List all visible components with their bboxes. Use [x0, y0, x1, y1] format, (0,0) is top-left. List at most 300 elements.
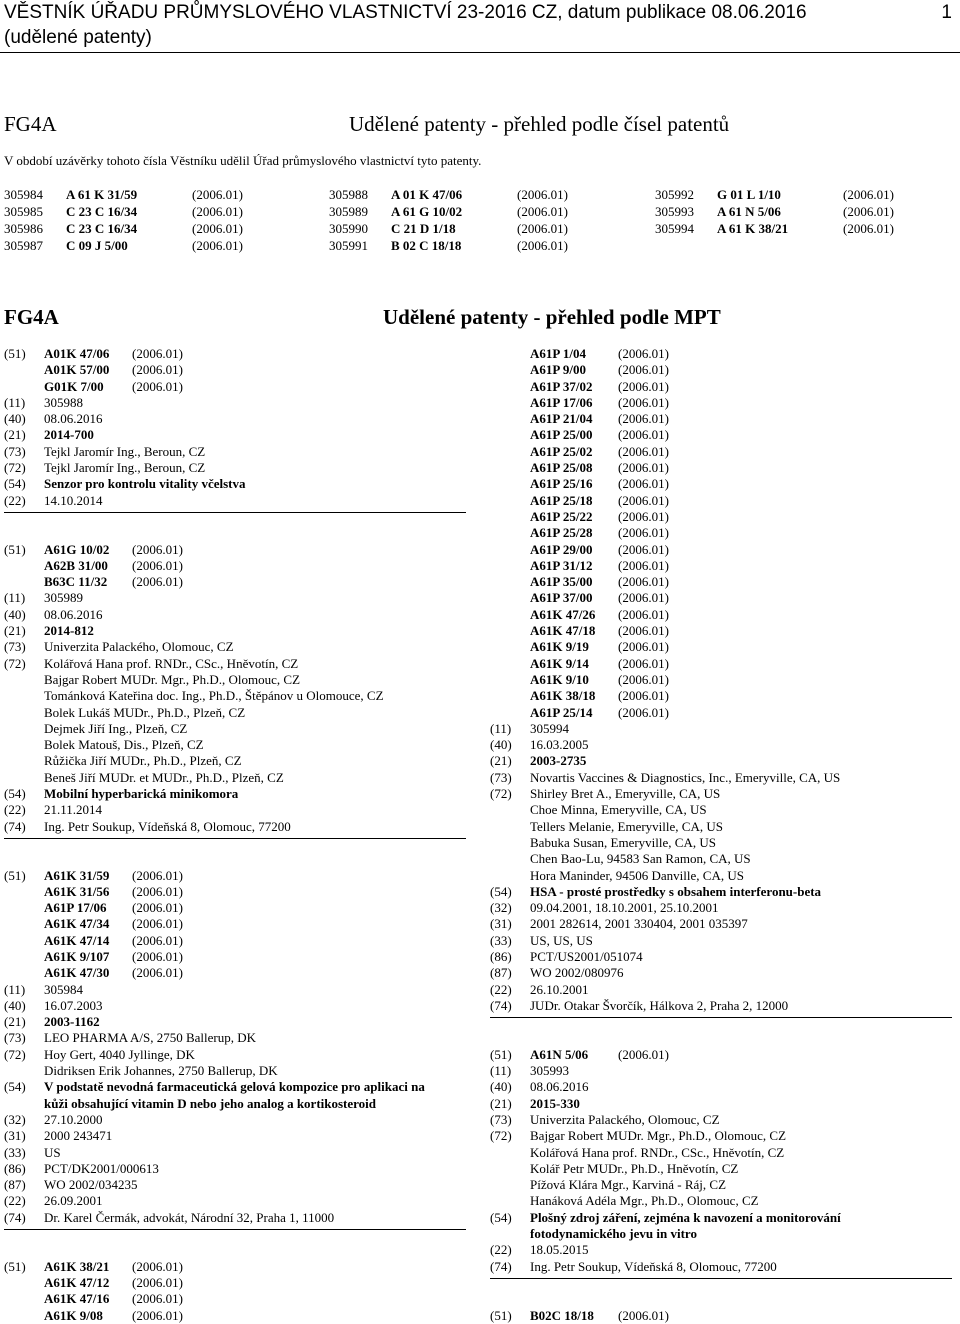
- patent-number: 305990: [329, 221, 368, 236]
- class-version: (2006.01): [132, 346, 183, 361]
- class-code: A61K 47/26: [530, 606, 596, 622]
- patent-number: 305985: [4, 204, 43, 219]
- record-line: [490, 444, 960, 460]
- record-line: [4, 998, 474, 1014]
- class-code: A61P 25/08: [530, 460, 593, 476]
- class-code: A61K 47/18: [530, 623, 596, 639]
- class-code: C 21 D 1/18: [391, 221, 456, 236]
- record-separator: [490, 1014, 960, 1030]
- record-line: [490, 639, 960, 655]
- record-line: [4, 476, 474, 492]
- record-line: [4, 1161, 474, 1177]
- inid-code: (11): [4, 590, 26, 606]
- class-code: A61P 1/04: [530, 346, 586, 361]
- patent-number: 305984: [4, 187, 43, 202]
- inid-code: (74): [4, 1209, 26, 1225]
- record-line: [4, 900, 474, 916]
- record-value: 2014-812: [44, 623, 94, 639]
- inid-code: (22): [490, 1242, 512, 1258]
- class-version: (2006.01): [618, 574, 669, 590]
- record-line: [490, 916, 960, 932]
- inid-code: (51): [4, 867, 26, 883]
- class-code: A61K 38/21: [44, 1258, 110, 1274]
- record-line: [4, 753, 474, 769]
- inid-code: (22): [490, 981, 512, 997]
- class-version: (2006.01): [618, 590, 669, 606]
- class-version: (2006.01): [618, 541, 669, 557]
- record-line: [4, 1112, 474, 1128]
- record-line: [4, 1275, 474, 1291]
- record-line: [4, 868, 474, 884]
- record-line: [490, 542, 960, 558]
- class-version: (2006.01): [618, 655, 669, 671]
- record-line: [490, 493, 960, 509]
- class-code: A61K 47/16: [44, 1291, 110, 1307]
- patent-number: 305988: [329, 187, 368, 202]
- class-code: A61K 47/34: [44, 916, 110, 932]
- record-line: [490, 753, 960, 769]
- record-line: [4, 1291, 474, 1307]
- class-version: (2006.01): [618, 378, 669, 394]
- record-line: [4, 1308, 474, 1324]
- patent-number: 305993: [655, 204, 694, 219]
- record-value: Pížová Klára Mgr., Karviná - Ráj, CZ: [530, 1177, 727, 1193]
- class-code: A 61 K 38/21: [717, 221, 789, 236]
- class-version: (2006.01): [618, 427, 669, 443]
- patent-index-row: [655, 203, 894, 220]
- inid-code: (72): [4, 655, 26, 671]
- record-separator: [4, 1226, 474, 1242]
- class-version: (2006.01): [618, 623, 669, 639]
- record-line: [490, 460, 960, 476]
- class-version: (2006.01): [192, 238, 243, 253]
- record-line: [490, 1145, 960, 1161]
- record-line: [490, 1226, 960, 1242]
- class-code: A 61 N 5/06: [717, 204, 781, 219]
- patent-index-row: [4, 237, 243, 254]
- class-version: (2006.01): [618, 525, 669, 541]
- record-value: 305994: [530, 720, 569, 736]
- class-code: A61K 47/14: [44, 932, 110, 948]
- record-line: [4, 786, 474, 802]
- class-code: B 02 C 18/18: [391, 238, 462, 253]
- class-version: (2006.01): [132, 574, 183, 590]
- header-divider: [0, 52, 960, 53]
- record-line: [4, 1047, 474, 1063]
- class-code: A61N 5/06: [530, 1046, 589, 1062]
- patent-number: 305994: [655, 221, 694, 236]
- inid-code: (87): [4, 1177, 26, 1193]
- record-line: [490, 607, 960, 623]
- record-separator: [4, 509, 474, 525]
- record-value: WO 2002/080976: [530, 965, 624, 981]
- class-code: A61K 9/14: [530, 655, 589, 671]
- record-value: Kolářová Hana prof. RNDr., CSc., Hněvotín, CZ: [44, 655, 299, 671]
- inid-code: (51): [490, 1046, 512, 1062]
- class-code: A61P 17/06: [44, 900, 107, 916]
- class-code: A61P 25/22: [530, 508, 593, 524]
- record-value: 27.10.2000: [44, 1111, 103, 1127]
- record-line: [490, 1308, 960, 1324]
- class-version: (2006.01): [618, 639, 669, 655]
- class-code: B02C 18/18: [530, 1307, 594, 1323]
- record-value: 2001 282614, 2001 330404, 2001 035397: [530, 916, 748, 932]
- section-title: Udělené patenty - přehled podle MPT: [383, 305, 721, 329]
- record-value: Novartis Vaccines & Diagnostics, Inc., Emeryville, CA, US: [530, 769, 841, 785]
- record-line: [490, 1112, 960, 1128]
- class-version: (2006.01): [132, 916, 183, 932]
- class-code: A61P 35/00: [530, 574, 593, 590]
- record-value: 2000 243471: [44, 1128, 113, 1144]
- record-line: [4, 1193, 474, 1209]
- record-value: Shirley Bret A., Emeryville, CA, US: [530, 786, 721, 802]
- inid-code: (73): [490, 1111, 512, 1127]
- inid-code: (86): [490, 948, 512, 964]
- class-version: (2006.01): [618, 671, 669, 687]
- inid-code: (22): [4, 802, 26, 818]
- class-code: B63C 11/32: [44, 574, 108, 590]
- record-value: 21.11.2014: [44, 802, 103, 818]
- record-line: [4, 656, 474, 672]
- record-value: Univerzita Palackého, Olomouc, CZ: [44, 639, 234, 655]
- inid-code: (54): [4, 1079, 26, 1095]
- class-code: A01K 47/06: [44, 346, 110, 361]
- class-version: (2006.01): [843, 221, 894, 236]
- record-value: WO 2002/034235: [44, 1177, 138, 1193]
- record-value: Ing. Petr Soukup, Vídeňská 8, Olomouc, 77200: [44, 818, 291, 834]
- record-line: [490, 1079, 960, 1095]
- class-version: (2006.01): [618, 557, 669, 573]
- record-gap: [4, 851, 474, 867]
- record-line: [490, 379, 960, 395]
- record-value: 305984: [44, 981, 83, 997]
- inid-code: (51): [4, 346, 26, 361]
- record-line: [490, 868, 960, 884]
- record-value: Beneš Jiří MUDr. et MUDr., Ph.D., Plzeň, CZ: [44, 769, 284, 785]
- record-line: [4, 916, 474, 932]
- patent-number: 305989: [329, 204, 368, 219]
- record-line: [4, 705, 474, 721]
- record-line: [4, 1079, 474, 1095]
- record-line: [4, 721, 474, 737]
- record-value: Bolek Lukáš MUDr., Ph.D., Plzeň, CZ: [44, 704, 246, 720]
- class-version: (2006.01): [618, 460, 669, 476]
- class-code: A61K 31/56: [44, 883, 110, 899]
- record-line: [4, 1177, 474, 1193]
- page-number: 1: [941, 2, 952, 23]
- record-line: [490, 590, 960, 606]
- class-version: (2006.01): [132, 1291, 183, 1307]
- class-code: C 23 C 16/34: [66, 221, 138, 236]
- inid-code: (73): [4, 639, 26, 655]
- record-line: [4, 411, 474, 427]
- class-code: A61P 25/16: [530, 476, 593, 492]
- inid-code: (74): [490, 1258, 512, 1274]
- class-version: (2006.01): [517, 187, 568, 202]
- record-line: [490, 362, 960, 378]
- record-line: [490, 1259, 960, 1275]
- inid-code: (21): [4, 1014, 26, 1030]
- inid-code: (31): [490, 916, 512, 932]
- record-line: [490, 982, 960, 998]
- record-line: [4, 819, 474, 835]
- patent-index-row: [329, 186, 568, 203]
- section-code: FG4A: [4, 305, 59, 329]
- record-value: Bolek Matouš, Dis., Plzeň, CZ: [44, 737, 204, 753]
- record-line: [490, 1047, 960, 1063]
- patent-index-column: [329, 186, 568, 254]
- class-code: A61P 25/14: [530, 704, 593, 720]
- class-code: A61K 9/107: [44, 948, 110, 964]
- record-line: [4, 607, 474, 623]
- record-value: JUDr. Otakar Švorčík, Hálkova 2, Praha 2, 12000: [530, 997, 789, 1013]
- record-line: [490, 786, 960, 802]
- class-version: (2006.01): [132, 1274, 183, 1290]
- record-line: [4, 949, 474, 965]
- page-header: [4, 0, 954, 50]
- record-line: [4, 379, 474, 395]
- record-line: [4, 1096, 474, 1112]
- class-version: (2006.01): [618, 394, 669, 410]
- record-value: US: [44, 1144, 61, 1160]
- class-version: (2006.01): [618, 411, 669, 427]
- record-value: PCT/US2001/051074: [530, 948, 643, 964]
- record-line: [490, 476, 960, 492]
- record-value: 305989: [44, 590, 83, 606]
- patent-index-row: [4, 203, 243, 220]
- record-line: [490, 1063, 960, 1079]
- record-value: PCT/DK2001/000613: [44, 1160, 159, 1176]
- record-line: [4, 1210, 474, 1226]
- record-line: [4, 965, 474, 981]
- record-value: Plošný zdroj záření, zejména k navození a monitorování: [530, 1209, 841, 1225]
- record-value: fotodynamického jevu in vitro: [530, 1226, 697, 1242]
- inid-code: (22): [4, 1193, 26, 1209]
- record-line: [4, 427, 474, 443]
- record-line: [490, 623, 960, 639]
- record-line: [490, 1210, 960, 1226]
- class-version: (2006.01): [132, 1307, 183, 1323]
- class-code: G01K 7/00: [44, 378, 104, 394]
- class-version: (2006.01): [843, 187, 894, 202]
- record-value: Senzor pro kontrolu vitality včelstva: [44, 476, 246, 492]
- record-value: 26.10.2001: [530, 981, 589, 997]
- record-line: [490, 672, 960, 688]
- record-value: Tejkl Jaromír Ing., Beroun, CZ: [44, 443, 206, 459]
- class-code: A61P 25/28: [530, 525, 593, 541]
- class-version: (2006.01): [132, 867, 183, 883]
- record-separator: [4, 835, 474, 851]
- record-gap: [4, 1242, 474, 1258]
- record-value: 08.06.2016: [530, 1079, 589, 1095]
- class-version: (2006.01): [618, 1307, 669, 1323]
- record-line: [4, 623, 474, 639]
- class-code: A61P 25/00: [530, 427, 593, 443]
- class-code: A61P 25/02: [530, 443, 593, 459]
- record-line: [490, 1128, 960, 1144]
- inid-code: (54): [4, 786, 26, 802]
- inid-code: (11): [4, 394, 26, 410]
- patent-index-row: [329, 237, 568, 254]
- inid-code: (32): [4, 1111, 26, 1127]
- record-line: [4, 1030, 474, 1046]
- class-version: (2006.01): [517, 221, 568, 236]
- record-line: [4, 933, 474, 949]
- inid-code: (33): [490, 932, 512, 948]
- class-version: (2006.01): [132, 1258, 183, 1274]
- inid-code: (40): [490, 1079, 512, 1095]
- record-line: [4, 884, 474, 900]
- record-line: [490, 574, 960, 590]
- record-line: [4, 1145, 474, 1161]
- class-version: (2006.01): [192, 221, 243, 236]
- record-line: [490, 427, 960, 443]
- inid-code: (21): [4, 427, 26, 443]
- record-value: 08.06.2016: [44, 411, 103, 427]
- patent-number: 305991: [329, 238, 368, 253]
- class-code: A61P 9/00: [530, 362, 586, 378]
- inid-code: (54): [490, 1209, 512, 1225]
- class-code: A61P 29/00: [530, 541, 593, 557]
- section-title: Udělené patenty - přehled podle čísel patentů: [349, 112, 730, 136]
- record-line: [4, 1063, 474, 1079]
- inid-code: (33): [4, 1144, 26, 1160]
- record-line: [4, 460, 474, 476]
- record-value: 2015-330: [530, 1095, 580, 1111]
- record-line: [490, 509, 960, 525]
- inid-code: (72): [4, 460, 26, 476]
- record-gap: [490, 1030, 960, 1046]
- inid-code: (87): [490, 965, 512, 981]
- record-line: [490, 949, 960, 965]
- record-gap: [4, 525, 474, 541]
- record-line: [4, 395, 474, 411]
- class-code: A61K 38/18: [530, 688, 596, 704]
- record-line: [490, 770, 960, 786]
- inid-code: (32): [490, 900, 512, 916]
- inid-code: (40): [4, 606, 26, 622]
- inid-code: (51): [4, 541, 26, 557]
- class-code: A61P 25/18: [530, 492, 593, 508]
- class-version: (2006.01): [132, 557, 183, 573]
- class-version: (2006.01): [618, 1046, 669, 1062]
- class-code: C 09 J 5/00: [66, 238, 128, 253]
- class-code: A61K 47/12: [44, 1274, 110, 1290]
- record-value: Hoy Gert, 4040 Jyllinge, DK: [44, 1046, 195, 1062]
- inid-code: (40): [4, 411, 26, 427]
- record-line: [490, 835, 960, 851]
- inid-code: (73): [4, 1030, 26, 1046]
- class-version: (2006.01): [132, 932, 183, 948]
- class-version: (2006.01): [618, 606, 669, 622]
- record-value: Didriksen Erik Johannes, 2750 Ballerup, DK: [44, 1063, 278, 1079]
- patent-index-row: [4, 220, 243, 237]
- class-code: A61P 21/04: [530, 411, 593, 427]
- class-version: (2006.01): [618, 704, 669, 720]
- patent-index-row: [655, 186, 894, 203]
- class-version: (2006.01): [132, 883, 183, 899]
- class-version: (2006.01): [618, 688, 669, 704]
- record-value: Ing. Petr Soukup, Vídeňská 8, Olomouc, 77200: [530, 1258, 777, 1274]
- inid-code: (54): [490, 883, 512, 899]
- class-code: A61K 47/30: [44, 965, 110, 981]
- record-line: [4, 1259, 474, 1275]
- class-code: A61K 31/59: [44, 867, 110, 883]
- patent-number: 305986: [4, 221, 43, 236]
- class-version: (2006.01): [618, 476, 669, 492]
- class-code: A 61 K 31/59: [66, 187, 138, 202]
- record-line: [490, 819, 960, 835]
- inid-code: (54): [4, 476, 26, 492]
- inid-code: (11): [4, 981, 26, 997]
- record-value: Univerzita Palackého, Olomouc, CZ: [530, 1111, 720, 1127]
- class-version: (2006.01): [132, 900, 183, 916]
- record-line: [490, 884, 960, 900]
- record-line: [4, 493, 474, 509]
- record-value: V podstatě nevodná farmaceutická gelová kompozice pro aplikaci na: [44, 1079, 425, 1095]
- record-value: Bajgar Robert MUDr. Mgr., Ph.D., Olomouc, CZ: [44, 671, 301, 687]
- record-line: [490, 525, 960, 541]
- class-code: A01K 57/00: [44, 362, 110, 378]
- record-value: Hanáková Adéla Mgr., Ph.D., Olomouc, CZ: [530, 1193, 759, 1209]
- record-line: [4, 802, 474, 818]
- record-value: 2003-1162: [44, 1014, 100, 1030]
- class-code: A61G 10/02: [44, 541, 110, 557]
- record-value: Choe Minna, Emeryville, CA, US: [530, 802, 707, 818]
- record-value: 14.10.2014: [44, 492, 103, 508]
- record-gap: [490, 1291, 960, 1307]
- inid-code: (86): [4, 1160, 26, 1176]
- class-code: A62B 31/00: [44, 557, 108, 573]
- record-line: [490, 900, 960, 916]
- record-value: 26.09.2001: [44, 1193, 103, 1209]
- record-line: [4, 1014, 474, 1030]
- record-value: HSA - prosté prostředky s obsahem interferonu-beta: [530, 883, 822, 899]
- record-line: [490, 965, 960, 981]
- record-value: Bajgar Robert MUDr. Mgr., Ph.D., Olomouc, CZ: [530, 1128, 787, 1144]
- record-line: [490, 737, 960, 753]
- record-line: [490, 1193, 960, 1209]
- bulletin-subtitle: (udělené patenty): [4, 27, 152, 48]
- record-line: [4, 737, 474, 753]
- class-version: (2006.01): [132, 541, 183, 557]
- class-code: A61P 37/00: [530, 590, 593, 606]
- record-line: [490, 411, 960, 427]
- record-value: 305988: [44, 394, 83, 410]
- section-code: FG4A: [4, 112, 57, 136]
- record-line: [4, 639, 474, 655]
- record-value: US, US, US: [530, 932, 593, 948]
- inid-code: (11): [490, 720, 512, 736]
- class-version: (2006.01): [618, 362, 669, 378]
- record-line: [4, 770, 474, 786]
- record-value: 08.06.2016: [44, 606, 103, 622]
- class-code: A61K 9/19: [530, 639, 589, 655]
- record-line: [490, 688, 960, 704]
- inid-code: (72): [4, 1046, 26, 1062]
- record-value: Mobilní hyperbarická minikomora: [44, 786, 239, 802]
- record-line: [490, 721, 960, 737]
- record-value: 2014-700: [44, 427, 94, 443]
- class-code: G 01 L 1/10: [717, 187, 781, 202]
- record-value: Dr. Karel Čermák, advokát, Národní 32, Praha 1, 11000: [44, 1209, 335, 1225]
- patent-number: 305987: [4, 238, 43, 253]
- inid-code: (73): [490, 769, 512, 785]
- record-line: [4, 444, 474, 460]
- record-line: [4, 574, 474, 590]
- patent-index-row: [329, 203, 568, 220]
- class-code: A61K 9/10: [530, 671, 589, 687]
